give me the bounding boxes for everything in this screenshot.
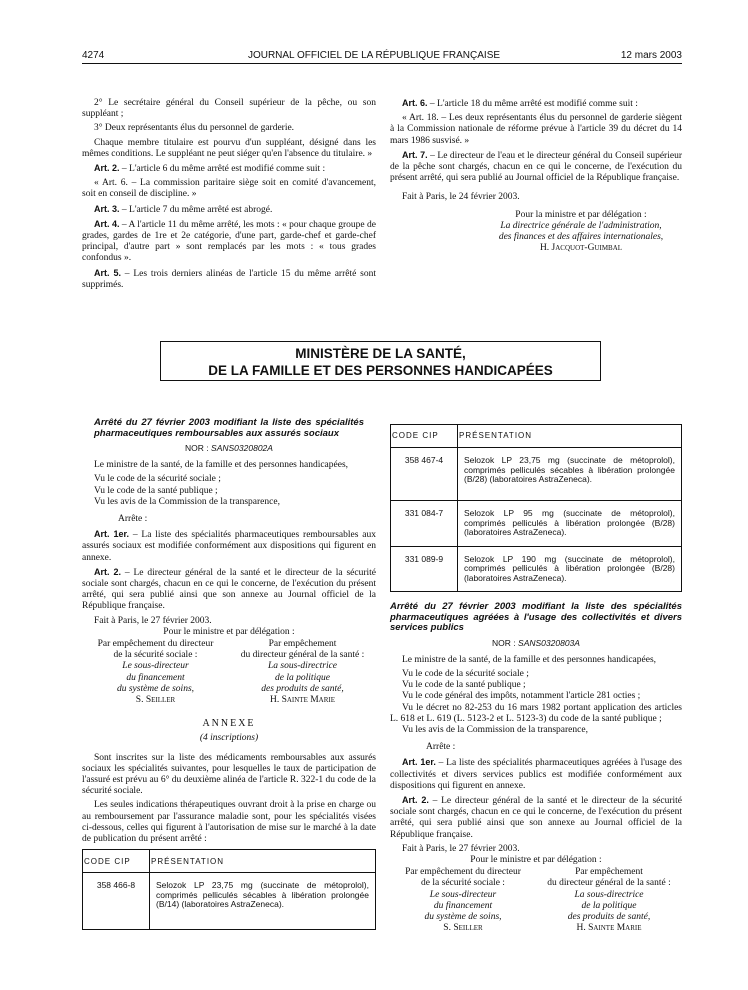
paragraph: Chaque membre titulaire est pourvu d'un suppléant, désigné dans les mêmes conditions. Le suppléant ne peut siéger qu'en l'absence du titulaire. » xyxy=(82,137,376,159)
delegation-line: Pour le ministre et par délégation : xyxy=(163,626,295,637)
presentation-text: Selozok LP 95 mg (succinate de métoprolol), comprimés pelliculés à libération prolongée (B/28) (laboratoires AstraZeneca). xyxy=(458,501,682,547)
signature-block xyxy=(390,210,682,255)
article xyxy=(390,795,682,841)
signature-line: de la sécurité sociale : xyxy=(421,878,505,889)
article-text: – L'article 7 du même arrêté est abrogé. xyxy=(119,204,273,215)
arrete-1 xyxy=(82,418,376,930)
col-header-presentation: PRÉSENTATION xyxy=(150,850,376,873)
signatory-name: H. Sainte Marie xyxy=(269,695,336,706)
arrete-title: Arrêté du 27 février 2003 modifiant la liste des spécialités pharmaceutiques remboursables aux assurés sociaux xyxy=(94,417,364,439)
article-text: – Le directeur général de la santé et le directeur de la sécurité sociale sont chargés, chacun en ce qui le concerne, de l'exécution du présent arrêté, qui sera publié ainsi que son annexe au Journal officiel de la République française. xyxy=(390,795,682,840)
cip-table-2 xyxy=(390,424,682,592)
signature-line: du financement xyxy=(126,672,185,683)
vu-line: Vu le code de la santé publique ; xyxy=(402,680,526,691)
vu-line: Vu le décret no 82-253 du 16 mars 1982 portant application des articles L. 618 et L. 619 (L. 5123-2 et L. 5123-3) du code de la santé publique ; xyxy=(390,702,682,724)
paragraph: Les seules indications thérapeutiques ouvrant droit à la prise en charge ou au remboursement par l'assurance maladie sont, pour les spécialités visées ci-dessous, celles qui figurent à l'autorisation de mise sur le marché à la date de publication du présent arrêté : xyxy=(82,800,376,845)
cip-code: 331 089-9 xyxy=(391,546,458,592)
article-label: Art. 1er. xyxy=(94,529,129,540)
signature-line: La sous-directrice xyxy=(267,661,338,672)
arrete-title: Arrêté du 27 février 2003 modifiant la liste des spécialités pharmaceutiques agréées à l'usage des collectivités et divers services publics xyxy=(390,601,682,633)
dual-signature xyxy=(390,867,682,934)
signature-line: des produits de santé, xyxy=(261,683,344,694)
article-label: Art. 3. xyxy=(94,203,120,214)
signature-line: de la politique xyxy=(581,900,637,911)
article-text: – L'article 18 du même arrêté est modifié comme suit : xyxy=(427,99,638,109)
signature-line: Par empêchement xyxy=(575,867,643,878)
page-number: 4274 xyxy=(82,50,105,61)
ministry-line: DE LA FAMILLE ET DES PERSONNES HANDICAPÉES xyxy=(208,363,553,378)
cip-table-1 xyxy=(82,849,376,930)
article-label: Art. 5. xyxy=(94,267,121,278)
article xyxy=(390,757,682,792)
article-text: – L'article 6 du même arrêté est modifié comme suit : xyxy=(119,164,326,175)
fait-line: Fait à Paris, le 27 février 2003. xyxy=(94,615,212,626)
fait-line: Fait à Paris, le 27 février 2003. xyxy=(402,843,520,854)
cip-code: 358 466-8 xyxy=(83,873,150,930)
top-right-column xyxy=(390,98,682,254)
nor-reference xyxy=(82,443,376,454)
signature-line: Le sous-directeur xyxy=(429,889,497,900)
paragraph: Le ministre de la santé, de la famille et des personnes handicapées, xyxy=(402,654,657,665)
table-row xyxy=(83,873,376,930)
annexe-heading: ANNEXE xyxy=(202,718,256,730)
quote: « Art. 18. – Les deux représentants élus du personnel de garderie siègent à la Commission nationale de réforme prévue à l'article 39 du décret du 14 mars 1986 susvisé. » xyxy=(390,113,682,146)
issue-date: 12 mars 2003 xyxy=(620,50,682,61)
article xyxy=(82,204,376,216)
journal-title: JOURNAL OFFICIEL DE LA RÉPUBLIQUE FRANÇAISE xyxy=(247,50,501,61)
signature-line: des finances et des affaires internationales, xyxy=(498,232,664,243)
article-label: Art. 2. xyxy=(94,163,120,174)
presentation-text: Selozok LP 23,75 mg (succinate de métoprolol), comprimés pelliculés sécables à libération prolongée (B/28) (laboratoires AstraZeneca). xyxy=(458,448,682,501)
delegation-line: Pour le ministre et par délégation : xyxy=(470,854,602,865)
cip-code: 358 467-4 xyxy=(391,448,458,501)
fait-line: Fait à Paris, le 24 février 2003. xyxy=(402,192,520,203)
nor-label: NOR : xyxy=(492,637,519,648)
signatory-name: H. Sainte Marie xyxy=(576,923,642,934)
article xyxy=(82,529,376,564)
signature-line: Par empêchement du directeur xyxy=(97,639,214,650)
article-text: – A l'article 11 du même arrêté, les mots : « pour chaque groupe de grades, gardes de 1re et 2e catégorie, d'une part, garde-chef et garde-chef principal, d'autre part » sont remplacés par les mots : « tous grades confondus ». xyxy=(82,219,376,264)
vu-line: Vu le code général des impôts, notamment l'article 281 octies ; xyxy=(402,691,641,702)
signature-line: Le sous-directeur xyxy=(122,661,189,672)
article xyxy=(82,163,376,175)
article-label: Art. 6. xyxy=(402,98,428,108)
article-label: Art. 1er. xyxy=(402,757,436,768)
article-text: – La liste des spécialités pharmaceutiques agréées à l'usage des collectivités et divers services publics est modifiée conformément aux dispositions qui figurent en annexe. xyxy=(390,758,682,791)
nor-label: NOR : xyxy=(185,443,212,453)
article-text: – Le directeur général de la santé et le directeur de la sécurité sociale sont chargés, chacun en ce qui le concerne, de l'exécution du présent arrêté, qui sera publié ainsi que son annexe au Journal officiel de la République française. xyxy=(82,567,376,612)
signature-right xyxy=(229,639,376,706)
signature-line: du directeur général de la santé : xyxy=(240,650,365,661)
article-label: Art. 2. xyxy=(94,566,122,577)
article-label: Art. 4. xyxy=(94,218,120,229)
signature-line: Pour la ministre et par délégation : xyxy=(515,209,647,220)
article xyxy=(82,219,376,265)
quote: « Art. 6. – La commission paritaire siège soit en comité d'avancement, soit en conseil de discipline. » xyxy=(82,178,376,200)
article-label: Art. 7. xyxy=(402,149,428,160)
article xyxy=(82,268,376,291)
nor-code: SANS0320803A xyxy=(518,637,580,648)
paragraph: Le ministre de la santé, de la famille et des personnes handicapées, xyxy=(94,460,349,471)
paragraph: 3° Deux représentants élus du personnel de garderie. xyxy=(94,123,295,134)
nor-code: SANS0320802A xyxy=(211,443,273,453)
article-text: – Le directeur de l'eau et le directeur général du Conseil supérieur de la pêche sont chargés, chacun en ce qui le concerne, de l'exécution du présent arrêté, qui sera publié au Journal officiel de la République française. xyxy=(390,150,682,184)
vu-line: Vu le code de la sécurité sociale ; xyxy=(402,668,529,679)
article xyxy=(82,567,376,613)
signature-line: du système de soins, xyxy=(116,683,195,694)
signature-line: du directeur général de la santé : xyxy=(547,878,671,889)
article xyxy=(390,150,682,185)
arrete-2 xyxy=(390,602,682,934)
arrete-word: Arrête : xyxy=(118,514,148,525)
col-header-code: CODE CIP xyxy=(391,425,458,448)
presentation-text: Selozok LP 23,75 mg (succinate de métoprolol), comprimés pelliculés sécables à libération prolongée (B/14) (laboratoires AstraZeneca). xyxy=(150,873,376,930)
dual-signature xyxy=(82,639,376,706)
ministry-heading-box xyxy=(160,341,601,381)
article-label: Art. 2. xyxy=(402,794,429,805)
paragraph: Sont inscrites sur la liste des médicaments remboursables aux assurés sociaux les spécialités suivantes, pour lesquelles le taux de participation de l'assuré est prévu au 6° du deuxième alinéa de l'article R. 322-1 du code de la sécurité sociale. xyxy=(82,752,376,797)
signature-line: Par empêchement xyxy=(268,639,337,650)
col-header-code: CODE CIP xyxy=(83,850,150,873)
signature-right xyxy=(536,867,682,934)
header-rule xyxy=(82,63,682,64)
signatory-name: S. Seiller xyxy=(135,695,176,706)
article-text: – Les trois derniers alinéas de l'article 15 du même arrêté sont supprimés. xyxy=(82,268,376,290)
signature-line: du financement xyxy=(433,900,493,911)
signature-line: Par empêchement du directeur xyxy=(405,867,521,878)
vu-line: Vu le code de la sécurité sociale ; xyxy=(94,474,221,485)
signature-left xyxy=(82,639,229,706)
table-row xyxy=(391,546,682,592)
signature-line: du système de soins, xyxy=(424,911,502,922)
nor-reference xyxy=(390,638,682,649)
cip-code: 331 084-7 xyxy=(391,501,458,547)
arrete-word: Arrête : xyxy=(426,742,456,753)
ministry-line: MINISTÈRE DE LA SANTÉ, xyxy=(295,346,466,361)
vu-line: Vu le code de la santé publique ; xyxy=(94,485,218,496)
paragraph: 2° Le secrétaire général du Conseil supérieur de la pêche, ou son suppléant ; xyxy=(82,98,376,120)
table-row xyxy=(391,448,682,501)
vu-line: Vu les avis de la Commission de la transparence, xyxy=(94,496,280,507)
signatory-name: S. Seiller xyxy=(443,923,483,934)
vu-line: Vu les avis de la Commission de la transparence, xyxy=(402,724,588,735)
table-row xyxy=(391,501,682,547)
signature-line: La directrice générale de l'administration, xyxy=(500,220,662,231)
signature-line: des produits de santé, xyxy=(567,911,651,922)
signature-left xyxy=(390,867,536,934)
bottom-right-column xyxy=(390,424,682,934)
signature-line: de la politique xyxy=(275,672,330,683)
article xyxy=(390,98,682,110)
article-text: – La liste des spécialités pharmaceutiques remboursables aux assurés sociaux est modifiée conformément aux dispositions qui figurent en annexe. xyxy=(82,530,376,563)
signatory-name: H. Jacquot-Guimbal xyxy=(539,243,623,254)
annexe-subheading: (4 inscriptions) xyxy=(199,733,259,744)
signature-line: La sous-directrice xyxy=(574,889,644,900)
col-header-presentation: PRÉSENTATION xyxy=(458,425,682,448)
presentation-text: Selozok LP 190 mg (succinate de métoprolol), comprimés pelliculés à libération prolongée (B/28) (laboratoires AstraZeneca). xyxy=(458,546,682,592)
top-left-column xyxy=(82,98,376,294)
signature-line: de la sécurité sociale : xyxy=(113,650,198,661)
